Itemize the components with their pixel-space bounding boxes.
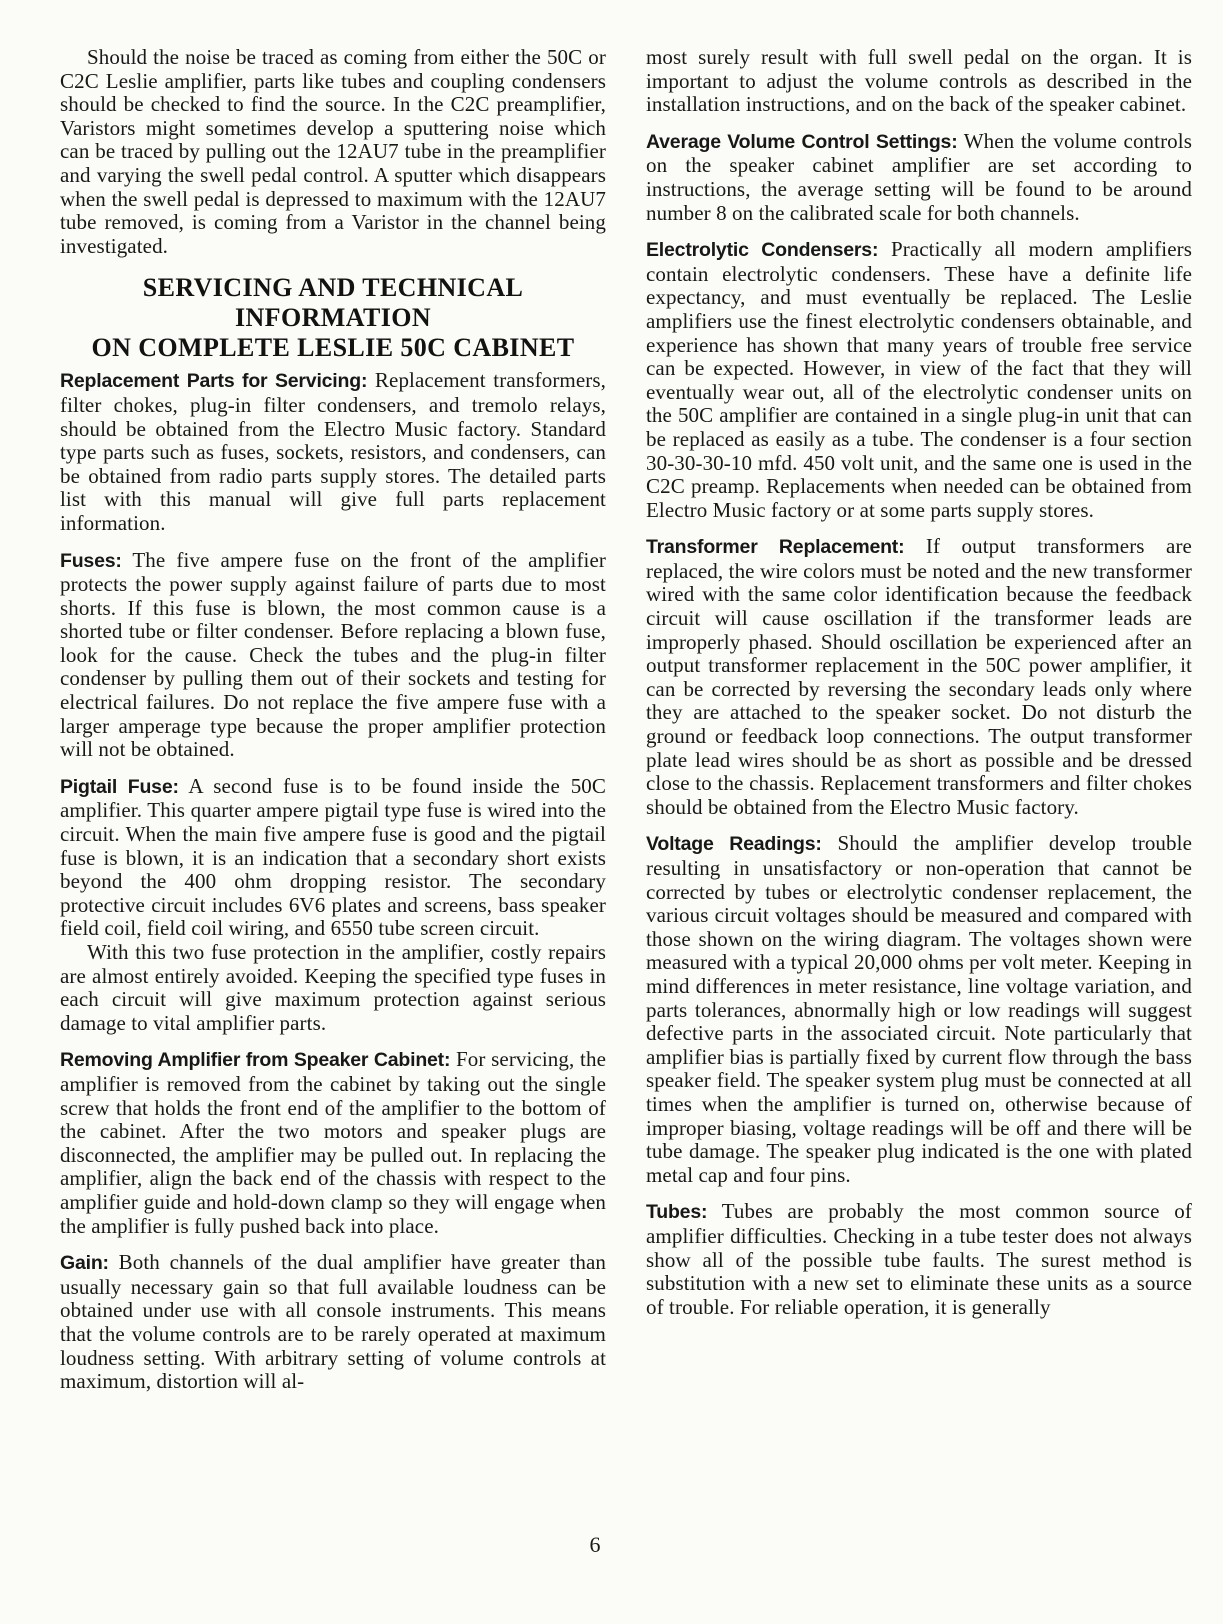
text-tubes: Tubes are probably the most common source of amplifier difficulties. Checking in a tube tester does not always show all of the possible tube faults. The surest method is substitution with a new set to eliminate these units as a source of trouble. For reliable operation, it is generally bbox=[646, 1199, 1192, 1319]
label-voltage-readings: Voltage Readings: bbox=[646, 833, 822, 856]
text-voltage-readings: Should the amplifier develop trouble resulting in unsatisfactory or non-operation that cannot be corrected by tubes or electrolytic condenser replacement, the various circuit voltages should be measured and compared with those shown on the wiring diagram. The voltages shown were measured with a typical 20,000 ohms per volt meter. Keeping in mind differences in meter resistance, line voltage variation, and parts tolerances, abnormally high or low readings will suggest defective parts in the associated circuit. Note particularly that amplifier bias is partially fixed by current flow through the bass speaker field. The speaker system plug must be connected at all times when the amplifier is turned on, otherwise because of improper biasing, voltage readings will be off and there will be tube damage. The speaker plug indicated is the one with plated metal cap and four pins. bbox=[646, 831, 1192, 1187]
section-replacement-parts bbox=[60, 369, 606, 535]
section-pigtail-fuse bbox=[60, 775, 606, 941]
text-pigtail-fuse: A second fuse is to be found inside the 50C amplifier. This quarter ampere pigtail type fuse is wired into the circuit. When the main five ampere fuse is good and the pigtail fuse is blown, it is an indication that a secondary short exists beyond the 400 ohm dropping resistor. The secondary protective circuit includes 6V6 plates and screens, bass speaker field coil, field coil wiring, and 6550 tube screen circuit. bbox=[60, 773, 606, 941]
label-transformer-replacement: Transformer Replacement: bbox=[646, 536, 905, 559]
section-fuses bbox=[60, 549, 606, 762]
section-electrolytic-condensers bbox=[646, 238, 1192, 522]
text-transformer-replacement: If output transformers are replaced, the wire colors must be noted and the new transformer wired with the same color identification because the feedback circuit will cause oscillation if the transformer leads are improperly phased. Should oscillation be experienced after an output transformer replacement in the 50C power amplifier, it can be corrected by reversing the secondary leads only where they are attached to the speaker socket. Do not disturb the ground or feedback loop connections. The output transformer plate lead wires should be as short as possible and be dressed close to the chassis. Replacement transformers and filter chokes should be obtained from the Electro Music factory. bbox=[646, 534, 1192, 819]
label-pigtail-fuse: Pigtail Fuse: bbox=[60, 775, 179, 798]
label-electrolytic-condensers: Electrolytic Condensers: bbox=[646, 239, 879, 262]
section-tubes bbox=[646, 1200, 1192, 1319]
right-column bbox=[646, 46, 1192, 1394]
text-electrolytic-condensers: Practically all modern amplifiers contain electrolytic condensers. These have a definite life expectancy, and must eventually be replaced. The Leslie amplifiers use the finest electrolytic condensers obtainable, and experience has shown that many years of trouble free service can be expected. However, in view of the fact that they will eventually wear out, all of the electrolytic condenser units on the 50C amplifier are contained in a single plug-in unit that can be replaced as easily as a tube. The condenser is a four section 30-30-30-10 mfd. 450 volt unit, and the same one is used in the C2C preamp. Replacements when needed can be obtained from Electro Music factory or at some parts supply stores. bbox=[646, 237, 1193, 522]
label-fuses: Fuses: bbox=[60, 549, 122, 572]
label-tubes: Tubes: bbox=[646, 1201, 708, 1224]
heading-line-3: ON COMPLETE LESLIE 50C CABINET bbox=[91, 333, 575, 363]
text-replacement-parts: Replacement transformers, filter chokes, plug-in filter condensers, and tremolo relays, should be obtained from the Electro Music factory. Standard type parts such as fuses, sockets, resistors, and condensers, can be obtained from radio parts supply stores. The detailed parts list with this manual will give full parts replacement information. bbox=[60, 368, 606, 535]
section-voltage-readings bbox=[646, 832, 1192, 1187]
text-fuses: The five ampere fuse on the front of the amplifier protects the power supply against failure of parts due to most shorts. If this fuse is blown, the most common cause is a shorted tube or filter condenser. Before replacing a blown fuse, look for the cause. Check the tubes and the plug-in filter condenser by pulling them out of their sockets and testing for electrical failures. Do not replace the five ampere fuse with a larger amperage type because the proper amplifier protection will not be obtained. bbox=[60, 547, 606, 762]
heading-line-2: INFORMATION bbox=[234, 303, 432, 333]
section-transformer-replacement bbox=[646, 535, 1192, 819]
page-number: 6 bbox=[589, 1532, 601, 1557]
section-heading bbox=[60, 273, 606, 363]
text-average-volume: When the volume controls on the speaker cabinet amplifier are set according to instructions, the average setting will be found to be around number 8 on the calibrated scale for both channels. bbox=[646, 128, 1192, 225]
heading-line-1: SERVICING AND TECHNICAL bbox=[142, 273, 524, 303]
label-replacement-parts: Replacement Parts for Servicing: bbox=[60, 370, 368, 393]
label-average-volume: Average Volume Control Settings: bbox=[646, 130, 958, 153]
section-removing-amplifier bbox=[60, 1048, 606, 1238]
paragraph-gain-continuation: most surely result with full swell pedal on the organ. It is important to adjust the volume controls as described in the installation instructions, and on the back of the speaker cabinet. bbox=[646, 45, 1192, 117]
paragraph-noise-tracing: Should the noise be traced as coming from either the 50C or C2C Leslie amplifier, parts like tubes and coupling condensers should be checked to find the source. In the C2C preamplifier, Varistors might sometimes develop a sputtering noise which can be traced by pulling out the 12AU7 tube in the preamplifier and varying the swell pedal control. A sputter which disappears when the swell pedal is depressed to maximum with the 12AU7 tube removed, is coming from a Varistor in the channel being investigated. bbox=[60, 45, 606, 258]
section-average-volume bbox=[646, 130, 1192, 225]
text-removing-amplifier: For servicing, the amplifier is removed from the cabinet by taking out the single screw that holds the front end of the amplifier to the bottom of the cabinet. After the two motors and speaker plugs are disconnected, the amplifier may be pulled out. In replacing the amplifier, align the back end of the chassis with respect to the amplifier guide and hold-down clamp so they will engage when the amplifier is fully pushed back into place. bbox=[60, 1047, 606, 1238]
text-gain: Both channels of the dual amplifier have greater than usually necessary gain so that full available loudness can be obtained under use with all console instruments. This means that the volume controls are to be rarely operated at maximum loudness setting. With arbitrary setting of volume controls at maximum, distortion will al- bbox=[60, 1250, 606, 1394]
label-removing-amplifier: Removing Amplifier from Speaker Cabinet: bbox=[60, 1049, 451, 1072]
label-gain: Gain: bbox=[60, 1252, 109, 1275]
left-column bbox=[60, 46, 606, 1394]
two-column-layout bbox=[60, 46, 1191, 1394]
section-gain bbox=[60, 1251, 606, 1394]
paragraph-fuse-protection: With this two fuse protection in the amplifier, costly repairs are almost entirely avoided. Keeping the specified type fuses in each circuit will give maximum protection against serious damage to vital amplifier parts. bbox=[60, 940, 606, 1035]
